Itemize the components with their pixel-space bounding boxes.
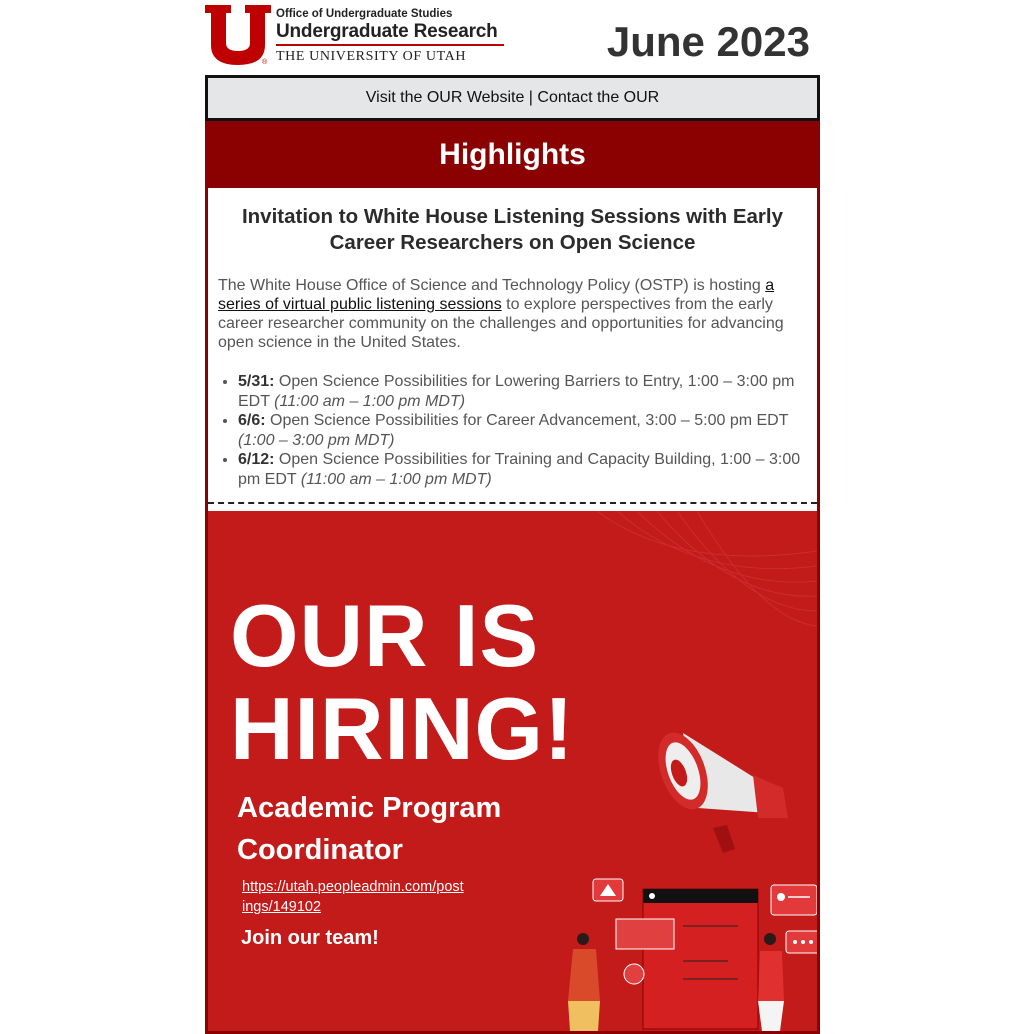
contact-link[interactable]: Contact the OUR	[537, 89, 660, 106]
org-wordmark	[276, 7, 506, 65]
university-name: THE UNIVERSITY OF UTAH	[276, 49, 467, 64]
content-box	[205, 121, 820, 1034]
session-local-time: (1:00 – 3:00 pm MDT)	[238, 431, 395, 449]
hiring-line-1: OUR IS	[230, 586, 540, 685]
listening-sessions-link[interactable]: a series of virtual public listening sessions	[218, 277, 775, 313]
office-name: Office of Undergraduate Studies	[276, 8, 453, 20]
list-item	[238, 411, 807, 450]
hiring-headline	[230, 586, 575, 778]
link-line-2: ings/149102	[242, 899, 322, 915]
session-text: Open Science Possibilities for Training and Capacity Building, 1:00 – 3:00 pm EDT	[238, 451, 801, 488]
megaphone-icon	[643, 703, 793, 863]
highlights-heading: Highlights	[208, 121, 817, 188]
article-body	[218, 276, 807, 352]
website-link[interactable]: Visit the OUR Website	[365, 89, 525, 106]
article-title: Invitation to White House Listening Sessions with Early Career Researchers on Open Science	[241, 205, 784, 254]
session-local-time: (11:00 am – 1:00 pm MDT)	[274, 392, 466, 410]
session-local-time: (11:00 am – 1:00 pm MDT)	[300, 470, 492, 488]
university-u-logo	[205, 5, 271, 65]
issue-date: June 2023	[606, 18, 810, 65]
body-text-end: to explore perspectives from the early career researcher community on the challenges and opportunities for advancing open science in the United States.	[218, 296, 784, 351]
join-team-text: Join our team!	[241, 927, 379, 949]
hiring-line-2: HIRING!	[230, 679, 575, 778]
wave-pattern	[557, 511, 817, 651]
team-illustration	[538, 871, 817, 1031]
nav-separator: |	[524, 89, 538, 106]
session-text: Open Science Possibilities for Career Advancement, 3:00 – 5:00 pm EDT	[265, 412, 789, 429]
job-title-line-2: Coordinator	[237, 834, 403, 866]
newsletter	[205, 0, 820, 949]
job-title-line-1: Academic Program	[237, 792, 502, 824]
session-date: 6/6:	[238, 412, 266, 429]
sessions-list	[218, 372, 807, 489]
nav-bar	[205, 75, 820, 121]
article	[208, 188, 817, 489]
job-title	[237, 787, 501, 871]
list-item	[238, 372, 807, 411]
list-item	[238, 450, 807, 489]
section-divider	[208, 502, 817, 504]
hiring-banner	[208, 511, 817, 1031]
wordmark-rule	[276, 44, 504, 46]
job-posting-link[interactable]	[242, 877, 502, 917]
body-text-start: The White House Office of Science and Technology Policy (OSTP) is hosting	[218, 277, 766, 294]
session-date: 6/12:	[238, 451, 275, 468]
session-text: Open Science Possibilities for Lowering Barriers to Entry, 1:00 – 3:00 pm EDT	[238, 373, 795, 410]
link-line-1: https://utah.peopleadmin.com/post	[242, 879, 464, 895]
program-name: Undergraduate Research	[276, 21, 498, 42]
session-date: 5/31:	[238, 373, 275, 390]
svg-text:®: ®	[262, 59, 268, 65]
newsletter-header	[205, 0, 820, 75]
